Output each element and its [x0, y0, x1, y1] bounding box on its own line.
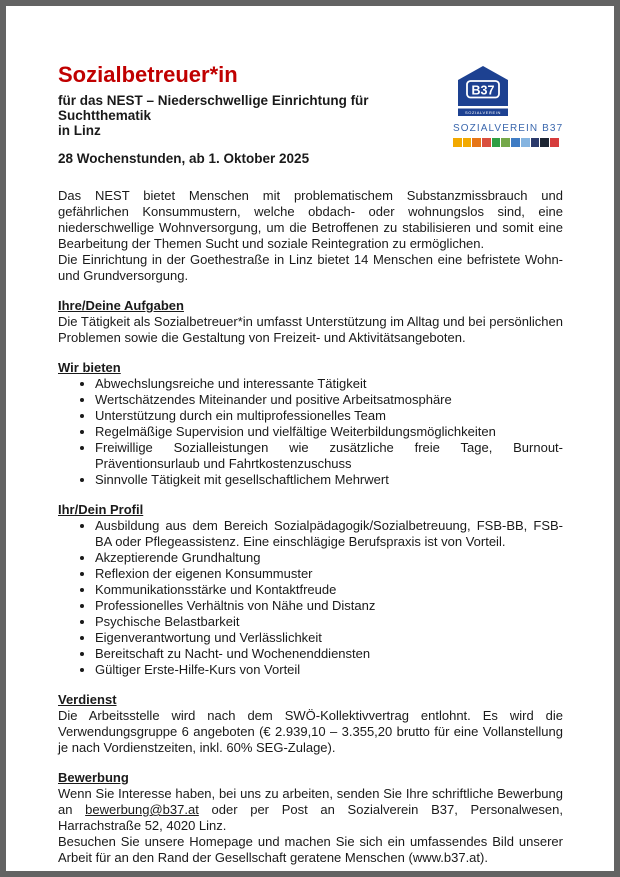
wir-bieten-list — [58, 376, 563, 488]
subtitle-line2: in Linz — [58, 123, 101, 138]
wir-bieten-item: • Wertschätzendes Miteinander und positive Arbeitsatmosphäre — [95, 392, 563, 408]
section-verdienst-heading: Verdienst — [58, 692, 117, 707]
section-aufgaben-heading: Ihre/Deine Aufgaben — [58, 298, 184, 313]
subtitle-line1: für das NEST – Niederschwellige Einrichtung für Suchtthematik — [58, 93, 369, 123]
logo-caption: SOZIALVEREIN B37 — [453, 123, 564, 134]
profil-list — [58, 518, 563, 678]
section-profil-heading: Ihr/Dein Profil — [58, 502, 144, 517]
section-wir-bieten — [58, 360, 563, 488]
logo-color-square — [463, 138, 472, 147]
logo-color-square — [472, 138, 481, 147]
profil-item: • Kommunikationsstärke und Kontaktfreude — [95, 582, 563, 598]
wir-bieten-item: • Abwechslungsreiche und interessante Tätigkeit — [95, 376, 563, 392]
profil-item: • Psychische Belastbarkeit — [95, 614, 563, 630]
profil-item: • Eigenverantwortung und Verlässlichkeit — [95, 630, 563, 646]
section-bewerbung — [58, 770, 563, 866]
svg-text:SOZIALVEREIN: SOZIALVEREIN — [464, 109, 502, 115]
header — [58, 62, 563, 167]
email-link[interactable]: bewerbung@b37.at — [85, 802, 199, 817]
section-profil — [58, 502, 563, 678]
b37-house-icon — [458, 66, 508, 118]
logo-color-square — [492, 138, 501, 147]
intro-paragraph-2: Die Einrichtung in der Goethestraße in Linz bietet 14 Menschen eine befristete Wohn- und Grundversorgung. — [58, 252, 563, 283]
page-title: Sozialbetreuer*in — [58, 62, 238, 87]
section-aufgaben-text: Die Tätigkeit als Sozialbetreuer*in umfasst Unterstützung im Alltag und bei persönlichen Problemen sowie die Gestaltung von Freizeit- und Aktivitätsangeboten. — [58, 314, 563, 345]
logo-color-square — [540, 138, 549, 147]
subtitle — [58, 93, 448, 138]
wir-bieten-item: • Sinnvolle Tätigkeit mit gesellschaftlichem Mehrwert — [95, 472, 563, 488]
profil-item: • Professionelles Verhältnis von Nähe und Distanz — [95, 598, 563, 614]
logo-color-square — [453, 138, 462, 147]
intro-block — [58, 188, 563, 284]
section-bewerbung-heading: Bewerbung — [58, 770, 129, 785]
b37-logo — [453, 66, 563, 147]
closing-paragraph: Besuchen Sie unsere Homepage und machen Sie sich ein umfassendes Bild unserer Arbeit für an den Rand der Gesellschaft geratene Menschen (www.b37.at). — [58, 834, 563, 865]
logo-color-square — [531, 138, 540, 147]
logo-color-square — [511, 138, 520, 147]
profil-item: • Bereitschaft zu Nacht- und Wochenenddiensten — [95, 646, 563, 662]
section-verdienst-text: Die Arbeitsstelle wird nach dem SWÖ-Kollektivvertrag entlohnt. Es wird die Verwendungsgruppe 6 angeboten (€ 2.939,10 – 3.355,20 brutto für eine Vollanstellung je nach Vordienstzeiten, inkl. 60% SEG-Zulage). — [58, 708, 563, 755]
profil-item: • Gültiger Erste-Hilfe-Kurs von Vorteil — [95, 662, 563, 678]
wir-bieten-item: • Freiwillige Sozialleistungen wie zusätzliche freie Tage, Burnout-Präventionsurlaub und Fahrtkostenzuschuss — [95, 440, 563, 472]
intro-paragraph-1: Das NEST bietet Menschen mit problematischem Substanzmissbrauch und gefährlichen Konsummustern, welche obdach- oder wohnungslos sind, eine niederschwellige Wohnversorgung, um die Betroffenen zu stabilisieren und somit eine Bearbeitung der Themen Sucht und soziale Reintegration zu ermöglichen. — [58, 188, 563, 251]
logo-color-square — [521, 138, 530, 147]
bewerbung-text-after: oder per Post an Sozialverein B37, Personalwesen, Harrachstraße 52, 4020 Linz. — [58, 802, 563, 833]
section-bewerbung-text — [58, 786, 563, 834]
svg-text:B37: B37 — [471, 83, 495, 98]
logo-color-squares — [453, 138, 559, 147]
profil-item: • Akzeptierende Grundhaltung — [95, 550, 563, 566]
logo-color-square — [550, 138, 559, 147]
section-aufgaben — [58, 298, 563, 346]
profil-item: • Reflexion der eigenen Konsummuster — [95, 566, 563, 582]
header-text-block — [58, 62, 448, 167]
logo-color-square — [482, 138, 491, 147]
wir-bieten-item: • Unterstützung durch ein multiprofessionelles Team — [95, 408, 563, 424]
section-wir-bieten-heading: Wir bieten — [58, 360, 121, 375]
bewerbung-text-before: Wenn Sie Interesse haben, bei uns zu arbeiten, senden Sie Ihre schriftliche Bewerbung an — [58, 786, 563, 817]
logo-color-square — [501, 138, 510, 147]
hours-line: 28 Wochenstunden, ab 1. Oktober 2025 — [58, 151, 310, 166]
profil-item: • Ausbildung aus dem Bereich Sozialpädagogik/Sozialbetreuung, FSB-BB, FSB-BA oder Pflegeassistenz. Eine einschlägige Berufspraxis ist von Vorteil. — [95, 518, 563, 550]
section-verdienst — [58, 692, 563, 756]
wir-bieten-item: • Regelmäßige Supervision und vielfältige Weiterbildungsmöglichkeiten — [95, 424, 563, 440]
